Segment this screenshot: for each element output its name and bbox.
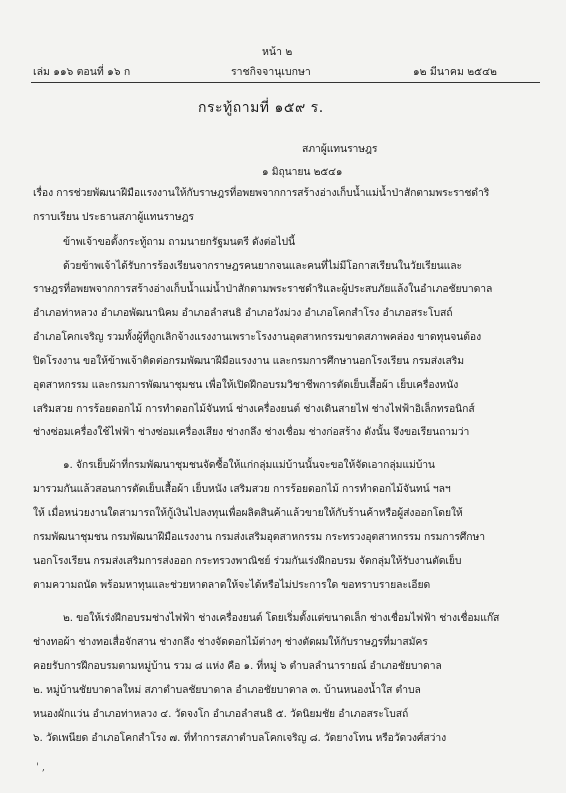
question-1-line: นอกโรงเรียน กรมส่งเสริมการส่งออก กระทรวงพาณิชย์ ร่วมกันเร่งฝึกอบรม จัดกลุ่มให้รับงานตัดเย็บ bbox=[33, 555, 462, 567]
header-rule bbox=[31, 82, 540, 83]
question-2-line: ๖. วัดเพนียด อำเภอโคกสำโรง ๗. ที่ทำการสภาตำบลโคกเจริญ ๘. วัดยางโทน หรือวัดวงศ์สว่าง bbox=[33, 732, 447, 744]
document-title: กระทู้ถามที่ ๑๕๙ ร. bbox=[198, 100, 324, 116]
question-1-line: กรมพัฒนาชุมชน กรมพัฒนาฝีมือแรงงาน กรมส่งเสริมอุตสาหกรรม กระทรวงอุตสาหกรรม กรมการศึกษา bbox=[33, 531, 485, 543]
body-line: ปิดโรงงาน ขอให้ข้าพเจ้าติดต่อกรมพัฒนาฝีมือแรงงาน และกรมการศึกษานอกโรงเรียน กรมส่งเสริม bbox=[33, 355, 464, 367]
gazette-date: ๑๒ มีนาคม ๒๕๔๒ bbox=[413, 66, 497, 78]
opening-line: ข้าพเจ้าขอตั้งกระทู้ถาม ถามนายกรัฐมนตรี ดังต่อไปนี้ bbox=[63, 236, 296, 248]
question-2-line: ๒. หมู่บ้านชัยบาดาลใหม่ สภาตำบลชัยบาดาล อำเภอชัยบาดาล ๓. บ้านหนองน้ำใส ตำบล bbox=[33, 684, 421, 696]
subject-line: เรื่อง การช่วยพัฒนาฝีมือแรงงานให้กับราษฎรที่อพยพจากการสร้างอ่างเก็บน้ำแม่น้ำป่าสักตามพระราชดำริ bbox=[33, 187, 490, 199]
question-2-line: คอยรับการฝึกอบรมตามหมู่บ้าน รวม ๘ แห่ง คือ ๑. ที่หมู่ ๖ ตำบลลำนารายณ์ อำเภอชัยบาดาล bbox=[33, 660, 442, 672]
addressee: สภาผู้แทนราษฎร bbox=[302, 143, 378, 155]
body-line: เสริมสวย การร้อยดอกไม้ การทำดอกไม้จันทน์ ช่างเครื่องยนต์ ช่างเดินสายไฟ ช่างไฟฟ้าอิเล็กทรอนิกส์ bbox=[33, 403, 475, 415]
question-2-line: ช่างทอผ้า ช่างทอเสื่อจักสาน ช่างกลึง ช่างจัดดอกไม้ต่างๆ ช่างตัดผมให้กับราษฎรที่มาสมัคร bbox=[33, 636, 428, 648]
question-1-line: ๑. จักรเย็บผ้าที่กรมพัฒนาชุมชนจัดซื้อให้แก่กลุ่มแม่บ้านนั้นจะขอให้จัดเอากลุ่มแม่บ้าน bbox=[63, 459, 435, 471]
question-2-line: ๒. ขอให้เร่งฝึกอบรมช่างไฟฟ้า ช่างเครื่องยนต์ โดยเริ่มตั้งแต่ขนาดเล็ก ช่างเชื่อมไฟฟ้า ช่างเชื่อมแก๊ส bbox=[63, 612, 500, 624]
gazette-name: ราชกิจจานุเบกษา bbox=[231, 66, 311, 78]
question-1-line: ให้ เมื่อหน่วยงานใดสามารถให้กู้เงินไปลงทุนเพื่อผลิตสินค้าแล้วขายให้กับร้านค้าหรือผู้ส่งออกโดยให้ bbox=[33, 507, 463, 519]
body-line: อำเภอโคกเจริญ รวมทั้งผู้ที่ถูกเลิกจ้างแรงงานเพราะโรงงานอุตสาหกรรมขาดสภาพคล่อง ขาดทุนจนต้อง bbox=[33, 331, 482, 343]
question-2-line: หนองผักแว่น อำเภอท่าหลวง ๔. วัดจงโก อำเภอลำสนธิ ๕. วัดนิยมชัย อำเภอสระโบสถ์ bbox=[33, 708, 409, 720]
body-line: อุตสาหกรรม และกรมการพัฒนาชุมชน เพื่อให้เปิดฝึกอบรมวิชาชีพการตัดเย็บเสื้อผ้า เย็บเครื่องหนัง bbox=[33, 379, 459, 391]
body-line: ช่างซ่อมเครื่องใช้ไฟฟ้า ช่างซ่อมเครื่องเสียง ช่างกลึง ช่างเชื่อม ช่างก่อสร้าง ดังนั้น จึงขอเรียนถามว่า bbox=[33, 426, 470, 438]
letter-date: ๑ มิถุนายน ๒๕๔๑ bbox=[262, 166, 343, 178]
question-1-line: ตามความถนัด พร้อมหาทุนและช่วยหาตลาดให้จะได้หรือไม่ประการใด ขอทราบรายละเอียด bbox=[33, 579, 431, 591]
body-line: ด้วยข้าพเจ้าได้รับการร้องเรียนจากราษฎรคนยากจนและคนที่ไม่มีโอกาสเรียนในวัยเรียนและ bbox=[63, 260, 462, 272]
volume-issue: เล่ม ๑๑๖ ตอนที่ ๑๖ ก bbox=[33, 66, 131, 78]
question-1-line: มารวมกันแล้วสอนการตัดเย็บเสื้อผ้า เย็บหนัง เสริมสวย การร้อยดอกไม้ การทำดอกไม้จันทน์ ฯลฯ bbox=[33, 483, 451, 495]
salutation-line: กราบเรียน ประธานสภาผู้แทนราษฎร bbox=[33, 211, 194, 223]
body-line: อำเภอท่าหลวง อำเภอพัฒนานิคม อำเภอลำสนธิ อำเภอวังม่วง อำเภอโคกสำโรง อำเภอสระโบสถ์ bbox=[33, 307, 453, 319]
page-number: หน้า ๒ bbox=[262, 46, 293, 58]
body-line: ราษฎรที่อพยพจากการสร้างอ่างเก็บน้ำแม่น้ำป่าสักตามพระราชดำริและผู้ประสบภัยแล้งในอำเภอชัยบาดาล bbox=[33, 283, 493, 295]
margin-mark: ' , bbox=[36, 762, 46, 773]
